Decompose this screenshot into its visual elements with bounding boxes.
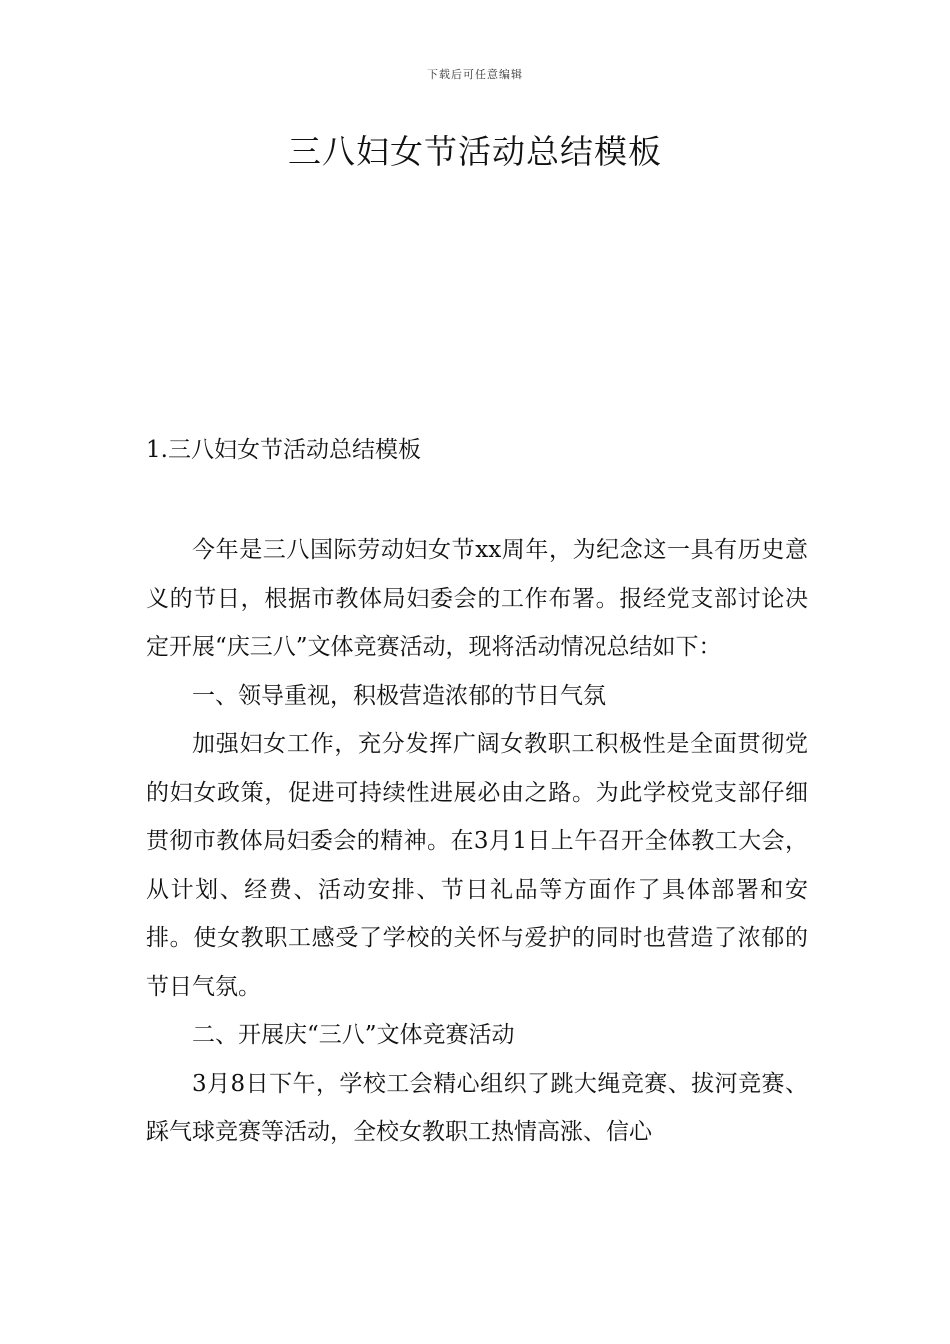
document-body <box>146 526 808 1157</box>
header-note: 下载后可任意编辑 <box>427 68 523 81</box>
paragraph-heading-one: 一、领导重视，积极营造浓郁的节日气氛 <box>192 682 606 709</box>
paragraph-heading-two: 二、开展庆“三八”文体竞赛活动 <box>192 1022 515 1048</box>
document-title: 三八妇女节活动总结模板 <box>288 132 662 171</box>
paragraph-section-one: 加强妇女工作，充分发挥广阔女教职工积极性是全面贯彻党的妇女政策，促进可持续性进展必由之路。为此学校党支部仔细贯彻市教体局妇委会的精神。在3月1日上午召开全体教工大会，从计划、经费、活动安排、节日礼品等方面作了具体部署和安排。使女教职工感受了学校的关怀与爱护的同时也营造了浓郁的节日气氛。 <box>146 731 808 1000</box>
paragraph-intro: 今年是三八国际劳动妇女节xx周年，为纪念这一具有历史意义的节日，根据市教体局妇委会的工作布署。报经党支部讨论决定开展“庆三八”文体竞赛活动，现将活动情况总结如下： <box>146 537 808 660</box>
paragraph-section-two: 3月8日下午，学校工会精心组织了跳大绳竞赛、拔河竞赛、踩气球竞赛等活动，全校女教职工热情高涨、信心 <box>146 1070 808 1145</box>
section-heading: 1.三八妇女节活动总结模板 <box>146 437 421 463</box>
